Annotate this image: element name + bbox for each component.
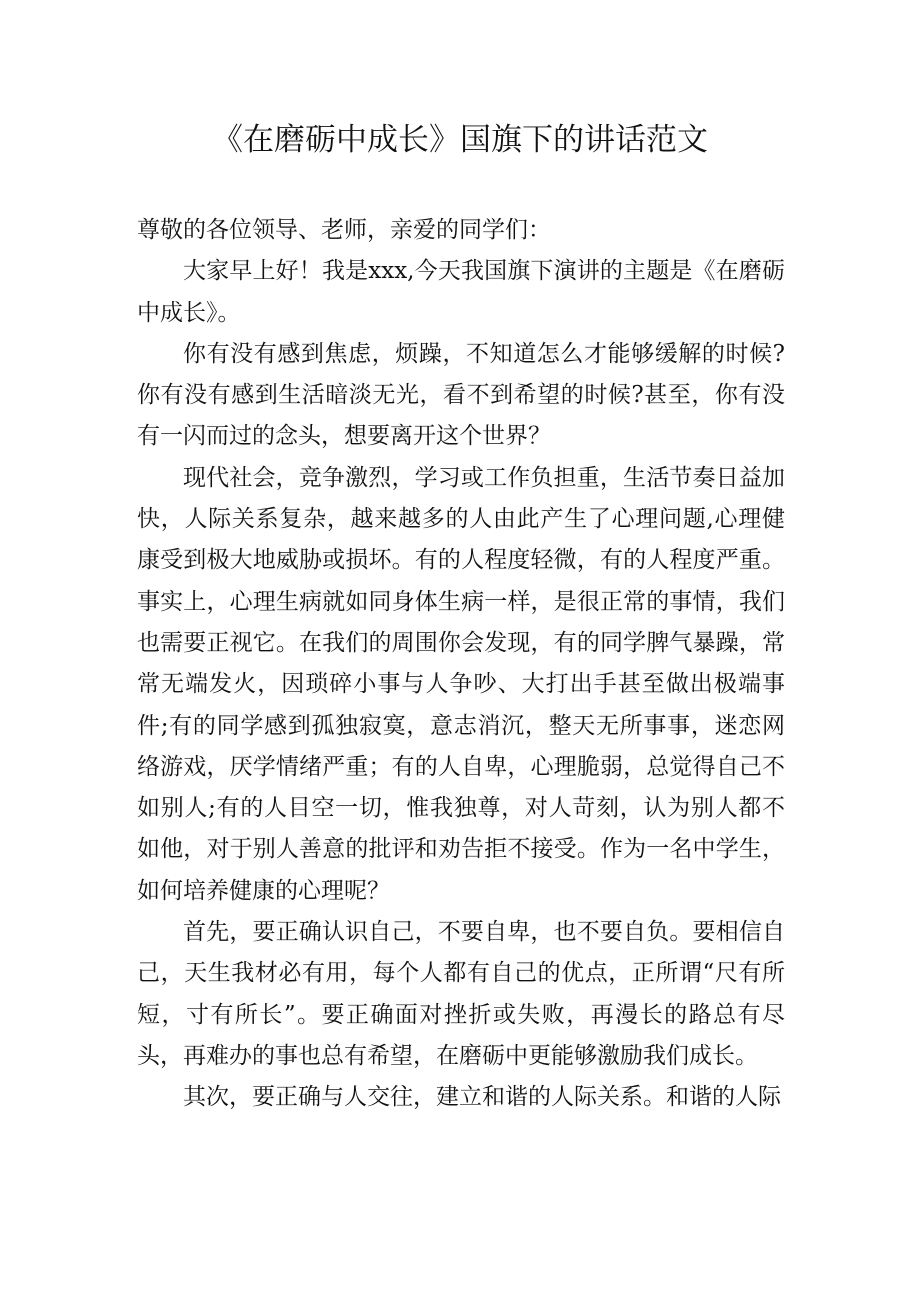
paragraph-modern-society: 现代社会，竞争激烈，学习或工作负担重，生活节奏日益加快，人际关系复杂，越来越多的人由此产生了心理问题,心理健康受到极大地威胁或损坏。有的人程度轻微，有的人程度严重。事实上，心理生病就如同身体生病一样，是很正常的事情，我们也需要正视它。在我们的周围你会发现，有的同学脾气暴躁，常常无端发火，因琐碎小事与人争吵、大打出手甚至做出极端事件;有的同学感到孤独寂寞，意志消沉，整天无所事事，迷恋网络游戏，厌学情绪严重；有的人自卑，心理脆弱，总觉得自己不如别人;有的人目空一切，惟我独尊，对人苛刻，认为别人都不如他，对于别人善意的批评和劝告拒不接受。作为一名中学生，如何培养健康的心理呢？ bbox=[137, 464, 785, 904]
paragraph-greeting: 大家早上好！我是xxx,今天我国旗下演讲的主题是《在磨砺中成长》。 bbox=[137, 258, 785, 326]
paragraph-second-point: 其次，要正确与人交往，建立和谐的人际关系。和谐的人际 bbox=[183, 1084, 781, 1111]
salutation: 尊敬的各位领导、老师，亲爱的同学们： bbox=[137, 217, 551, 243]
paragraph-first-point: 首先，要正确认识自己，不要自卑，也不要自负。要相信自己，天生我材必有用，每个人都有自己的优点，正所谓“尺有所短，寸有所长”。要正确面对挫折或失败，再漫长的路总有尽头，再难办的事也总有希望，在磨砺中更能够激励我们成长。 bbox=[137, 919, 785, 1069]
paragraph-questions: 你有没有感到焦虑，烦躁，不知道怎么才能够缓解的时候?你有没有感到生活暗淡无光，看不到希望的时候?甚至，你有没有一闪而过的念头，想要离开这个世界？ bbox=[137, 340, 785, 450]
document-body bbox=[137, 210, 785, 1119]
document-title: 《在磨砺中成长》国旗下的讲话范文 bbox=[212, 122, 708, 158]
